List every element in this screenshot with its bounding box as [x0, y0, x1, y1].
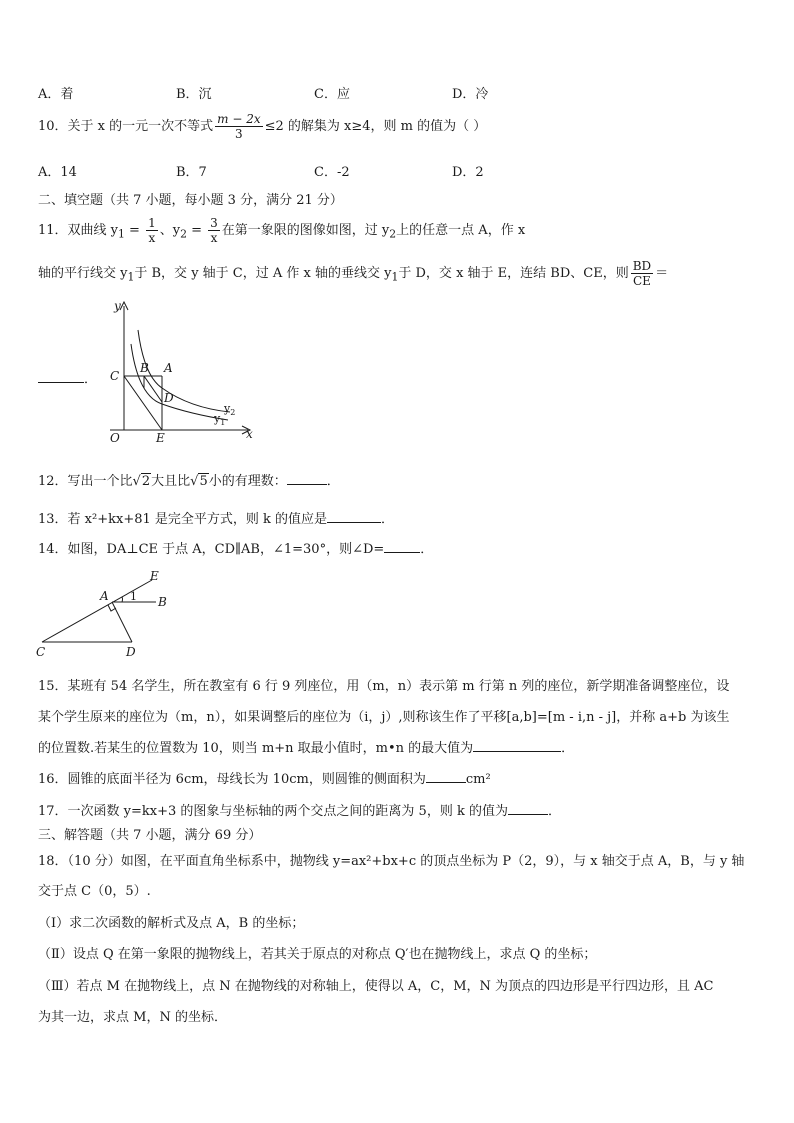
q14-answer-blank[interactable] [384, 540, 420, 553]
q13-stem [38, 510, 394, 529]
q17-answer-blank[interactable] [508, 802, 548, 815]
q10-frac-num: m − 2x [217, 112, 261, 126]
q9-option-c: C．应 [314, 87, 350, 102]
q11-line2-c: 于 D，交 x 轴于 E，连结 BD、CE，则 [398, 266, 629, 281]
q12-sqrt-1: √2 [132, 474, 151, 489]
q11-label-B: B [140, 361, 149, 375]
q11-stem-line2 [38, 255, 668, 297]
q10-option-c: C．-2 [314, 165, 350, 180]
q12-text-2: 大且比 [151, 474, 191, 489]
q12-stem [38, 472, 340, 491]
q14-angle-arc [122, 597, 123, 602]
q11-fraction-1 [146, 216, 158, 245]
q11-curve-y2 [138, 330, 230, 412]
q11-ratio-eq: ＝ [655, 266, 669, 281]
q13-text: 13．若 x²+kx+81 是完全平方式，则 k 的值应是 [38, 512, 328, 527]
q16-answer-blank[interactable] [426, 770, 466, 783]
q11-line2-b: 于 B，交 y 轴于 C，过 A 作 x 轴的垂线交 y [134, 266, 392, 281]
q11-stem-line1 [38, 212, 525, 254]
q11-label-y2-sub: 2 [230, 408, 236, 417]
q13-end: ． [381, 512, 395, 527]
q15-answer-blank[interactable] [473, 739, 561, 752]
q14-label-1: 1 [130, 590, 137, 603]
q11-sep: 、y [159, 223, 181, 238]
q11-label-y1-sub: 1 [220, 418, 226, 427]
q11-line2-a: 轴的平行线交 y [38, 266, 128, 281]
q12-text-1: 12．写出一个比 [38, 474, 133, 489]
q10-option-d: D．2 [452, 165, 484, 180]
q15-line-3 [38, 739, 574, 758]
q11-label-A: A [164, 361, 173, 375]
section-3-heading: 三、解答题（共 7 小题，满分 69 分） [38, 828, 262, 843]
q18-part-1: （Ⅰ）求二次函数的解析式及点 A，B 的坐标； [38, 916, 305, 931]
q11-sub-3: 2 [389, 227, 397, 241]
q11-label-y1-base: y [214, 412, 221, 425]
q14-line-AD [112, 602, 132, 642]
q11-fraction-2 [208, 216, 220, 245]
q11-label-C: C [110, 369, 120, 383]
q12-text-3: 小的有理数： [208, 474, 287, 489]
q14-end: ． [420, 542, 434, 557]
q15-line-2: 某个学生原来的座位为（m，n），如果调整后的座位为（i，j）,则称该生作了平移[a,b]=[m - i,n - j]，并称 a+b 为该生 [38, 710, 730, 725]
q16-text: 16．圆锥的底面半径为 6cm，母线长为 10cm，则圆锥的侧面积为 [38, 772, 426, 787]
q11-text-2: 在第一象限的图像如图，过 y [221, 223, 390, 238]
q9-option-a: A．着 [38, 87, 74, 102]
q11-f1-num: 1 [148, 216, 156, 230]
q11-line2-sub-a: 1 [127, 270, 135, 284]
q10-option-a: A．14 [38, 165, 77, 180]
q11-ratio-den: CE [632, 274, 651, 288]
q11-label-E: E [156, 431, 165, 445]
q12-sqrt-2: √5 [190, 474, 208, 489]
q11-label-y2 [223, 402, 235, 417]
q11-label-D: D [164, 391, 174, 405]
q11-ratio [631, 259, 653, 288]
q14-stem [38, 540, 433, 559]
q10-prefix: 10．关于 x 的一元一次不等式 [38, 119, 214, 134]
q11-f1-den: x [148, 231, 156, 245]
q11-eq-2: = [186, 223, 207, 238]
q10-option-b: B．7 [176, 165, 207, 180]
q14-label-E: E [150, 569, 159, 583]
q10-options [38, 161, 758, 179]
q18-part-4: 为其一边，求点 M，N 的坐标． [38, 1010, 227, 1025]
q11-text-3: 上的任意一点 A，作 x [396, 223, 526, 238]
q12-end: ． [326, 474, 340, 489]
q18-part-2: （Ⅱ）设点 Q 在第一象限的抛物线上，若其关于原点的对称点 Q′也在抛物线上，求点 Q 的坐标； [38, 947, 597, 962]
section-2-heading: 二、填空题（共 7 小题，每小题 3 分，满分 21 分） [38, 193, 343, 208]
q14-label-C: C [36, 645, 46, 659]
q11-eq-1: = [124, 223, 145, 238]
q12-radicand-1: 2 [141, 474, 151, 489]
q11-label-y: y [114, 299, 121, 313]
q9-option-b: B．沉 [176, 87, 212, 102]
q13-answer-blank[interactable] [327, 510, 381, 523]
q11-line2-sub-b: 1 [391, 270, 399, 284]
q15-line-1: 15．某班有 54 名学生，所在教室有 6 行 9 列座位，用（m，n）表示第 m 行第 n 列的座位，新学期准备调整座位，设 [38, 679, 730, 694]
q11-curve-y1 [131, 344, 228, 420]
q18-line-1: 18．（10 分）如图，在平面直角坐标系中，抛物线 y=ax²+bx+c 的顶点坐标为 P（2，9），与 x 轴交于点 A，B，与 y 轴 [38, 854, 745, 869]
q11-answer-end: ． [84, 372, 98, 387]
q14-label-A: A [100, 589, 109, 603]
q17-text: 17．一次函数 y=kx+3 的图象与坐标轴的两个交点之间的距离为 5，则 k 的值为 [38, 804, 508, 819]
q11-ratio-num: BD [632, 259, 652, 273]
q10-fraction [215, 112, 262, 141]
q17-stem [38, 802, 561, 821]
q14-label-D: D [126, 645, 136, 659]
q18-line-2: 交于点 C（0，5）. [38, 884, 151, 899]
q10-stem [38, 111, 486, 143]
q11-line-CE [124, 376, 162, 430]
q14-text: 14．如图，DA⊥CE 于点 A，CD∥AB，∠1=30°，则∠D= [38, 542, 385, 557]
q11-label-x: x [246, 427, 253, 441]
q14-label-B: B [158, 595, 167, 609]
q11-answer-blank[interactable] [38, 370, 84, 383]
q11-label-O: O [110, 431, 120, 445]
q10-frac-den: 3 [235, 127, 243, 141]
q10-suffix: ≤2 的解集为 x≥4，则 m 的值为（ ） [264, 119, 487, 134]
q11-sub-2: 2 [180, 227, 187, 241]
q11-line-BD [144, 376, 162, 402]
q16-unit: cm² [465, 772, 491, 787]
q15-end: ． [561, 741, 575, 756]
q16-stem [38, 770, 491, 789]
q18-part-3: （Ⅲ）若点 M 在抛物线上，点 N 在抛物线的对称轴上，使得以 A，C，M，N 为顶点的四边形是平行四边形，且 AC [38, 979, 714, 994]
q11-f2-num: 3 [210, 216, 218, 230]
q9-option-d: D．冷 [452, 87, 489, 102]
q15-text-3: 的位置数.若某生的位置数为 10，则当 m+n 取最小值时，m•n 的最大值为 [38, 741, 474, 756]
q11-f2-den: x [210, 231, 218, 245]
q17-end: ． [547, 804, 561, 819]
q9-options [38, 83, 758, 101]
q11-answer-line [38, 370, 97, 389]
q11-figure [100, 298, 260, 446]
q11-sub-1: 1 [118, 227, 125, 241]
q12-answer-blank[interactable] [287, 472, 327, 485]
q11-text-1: 11．双曲线 y [38, 223, 119, 238]
q11-label-y2-base: y [224, 402, 231, 415]
q14-figure [34, 568, 184, 660]
q12-radicand-2: 5 [199, 474, 208, 489]
